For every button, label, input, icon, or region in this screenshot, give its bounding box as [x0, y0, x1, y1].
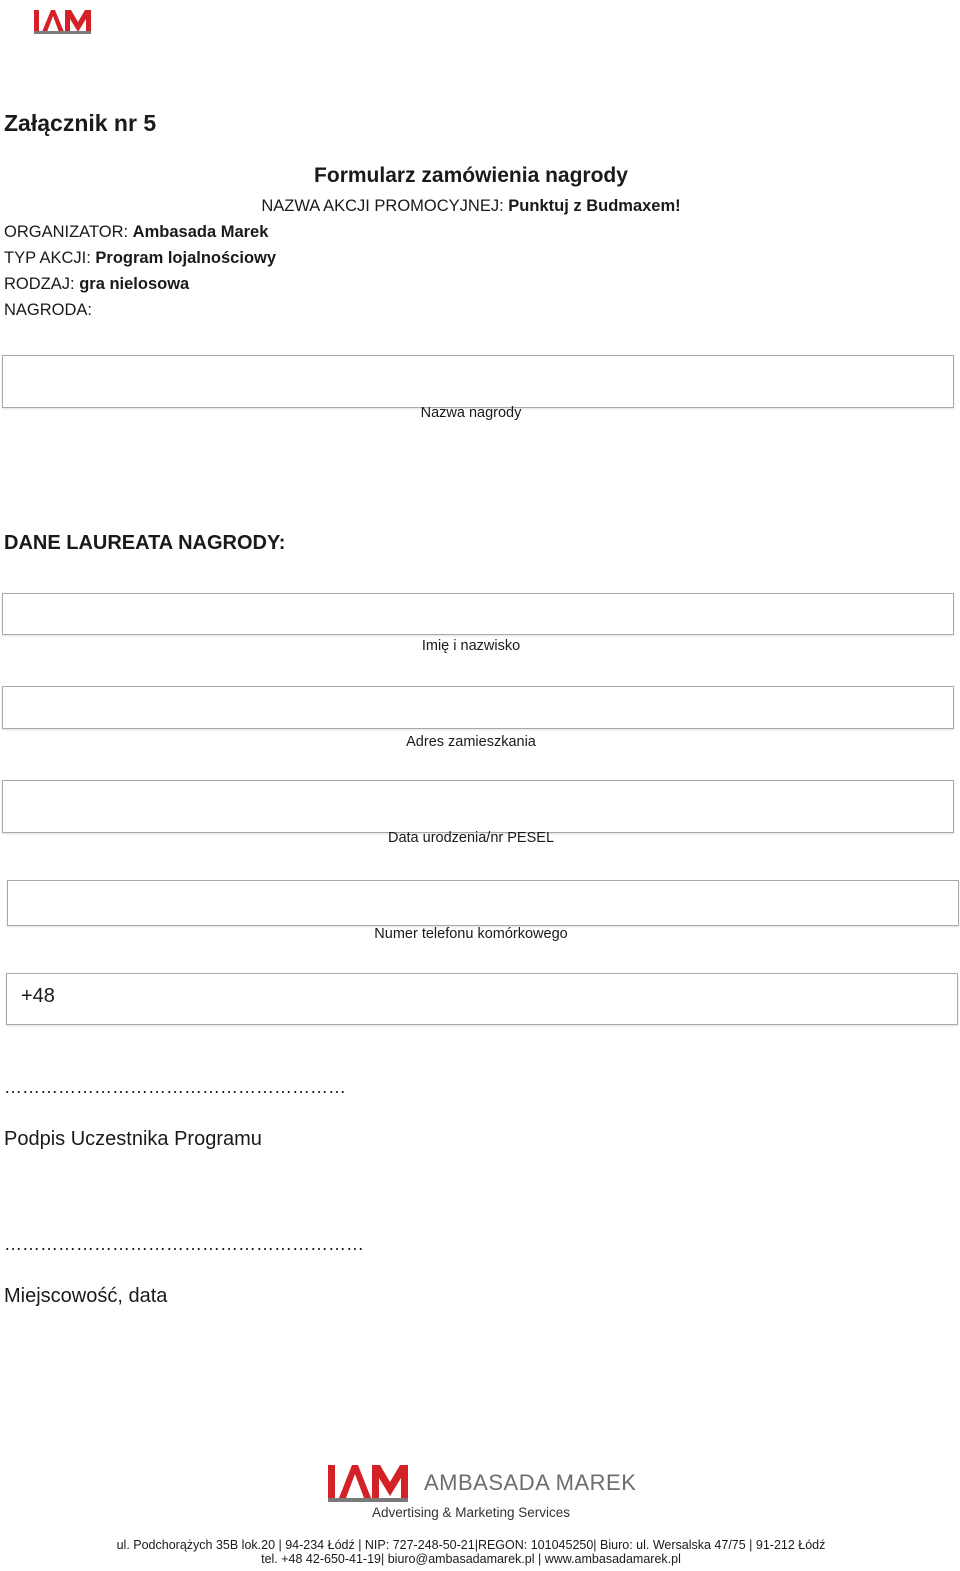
- phone-prefix: +48: [21, 985, 55, 1007]
- birthdate-pesel-label: Data urodzenia/nr PESEL: [387, 830, 555, 846]
- kind-value: gra nielosowa: [79, 275, 190, 293]
- kind-line: [4, 275, 189, 294]
- prize-name-label: Nazwa nagrody: [420, 405, 522, 421]
- address-label: Adres zamieszkania: [406, 734, 536, 750]
- footer-logo: [328, 1462, 410, 1502]
- company-logo: [34, 8, 92, 34]
- signature-label: Podpis Uczestnika Programu: [4, 1128, 262, 1150]
- action-label: NAZWA AKCJI PROMOCYJNEJ:: [261, 197, 504, 215]
- form-title: Formularz zamówienia nagrody: [314, 164, 628, 187]
- winner-section-title: DANE LAUREATA NAGRODY:: [4, 532, 286, 554]
- phone-number-field[interactable]: [7, 880, 959, 926]
- attachment-title: Załącznik nr 5: [4, 110, 157, 136]
- organizer-value: Ambasada Marek: [132, 223, 269, 241]
- address-field[interactable]: [2, 686, 954, 729]
- action-type-label: TYP AKCJI:: [4, 249, 91, 267]
- organizer-label: ORGANIZATOR:: [4, 223, 129, 241]
- action-type-value: Program lojalnościowy: [95, 249, 277, 267]
- action-type-line: [4, 249, 276, 268]
- promo-action-name: [0, 197, 942, 216]
- am-footer-logo-icon: [328, 1462, 410, 1502]
- action-value: Punktuj z Budmaxem!: [508, 197, 681, 215]
- birthdate-pesel-field[interactable]: [2, 780, 954, 833]
- signature-line[interactable]: …………………………………………………: [4, 1077, 346, 1097]
- organizer-line: [4, 223, 268, 242]
- kind-label: RODZAJ:: [4, 275, 75, 293]
- company-address: ul. Podchorążych 35B lok.20 | 94-234 Łódź | NIP: 727-248-50-21|REGON: 101045250| Biuro: ul. Wersalska 47/75 | 91-212 Łódź: [116, 1538, 826, 1552]
- prize-name-field[interactable]: [2, 355, 954, 408]
- brand-tagline: Advertising & Marketing Services: [371, 1505, 571, 1520]
- phone-number-label: Numer telefonu komórkowego: [374, 926, 568, 942]
- prize-label: NAGRODA:: [4, 301, 93, 319]
- full-name-label: Imię i nazwisko: [421, 638, 521, 654]
- place-date-line[interactable]: ……………………………………………………: [4, 1234, 364, 1254]
- am-logo-icon: [34, 8, 92, 34]
- brand-name: AMBASADA MAREK: [424, 1470, 637, 1495]
- place-date-label: Miejscowość, data: [4, 1285, 168, 1307]
- company-contact: tel. +48 42-650-41-19| biuro@ambasadamarek.pl | www.ambasadamarek.pl: [261, 1552, 681, 1566]
- full-name-field[interactable]: [2, 593, 954, 635]
- phone-prefix-field[interactable]: [6, 973, 958, 1025]
